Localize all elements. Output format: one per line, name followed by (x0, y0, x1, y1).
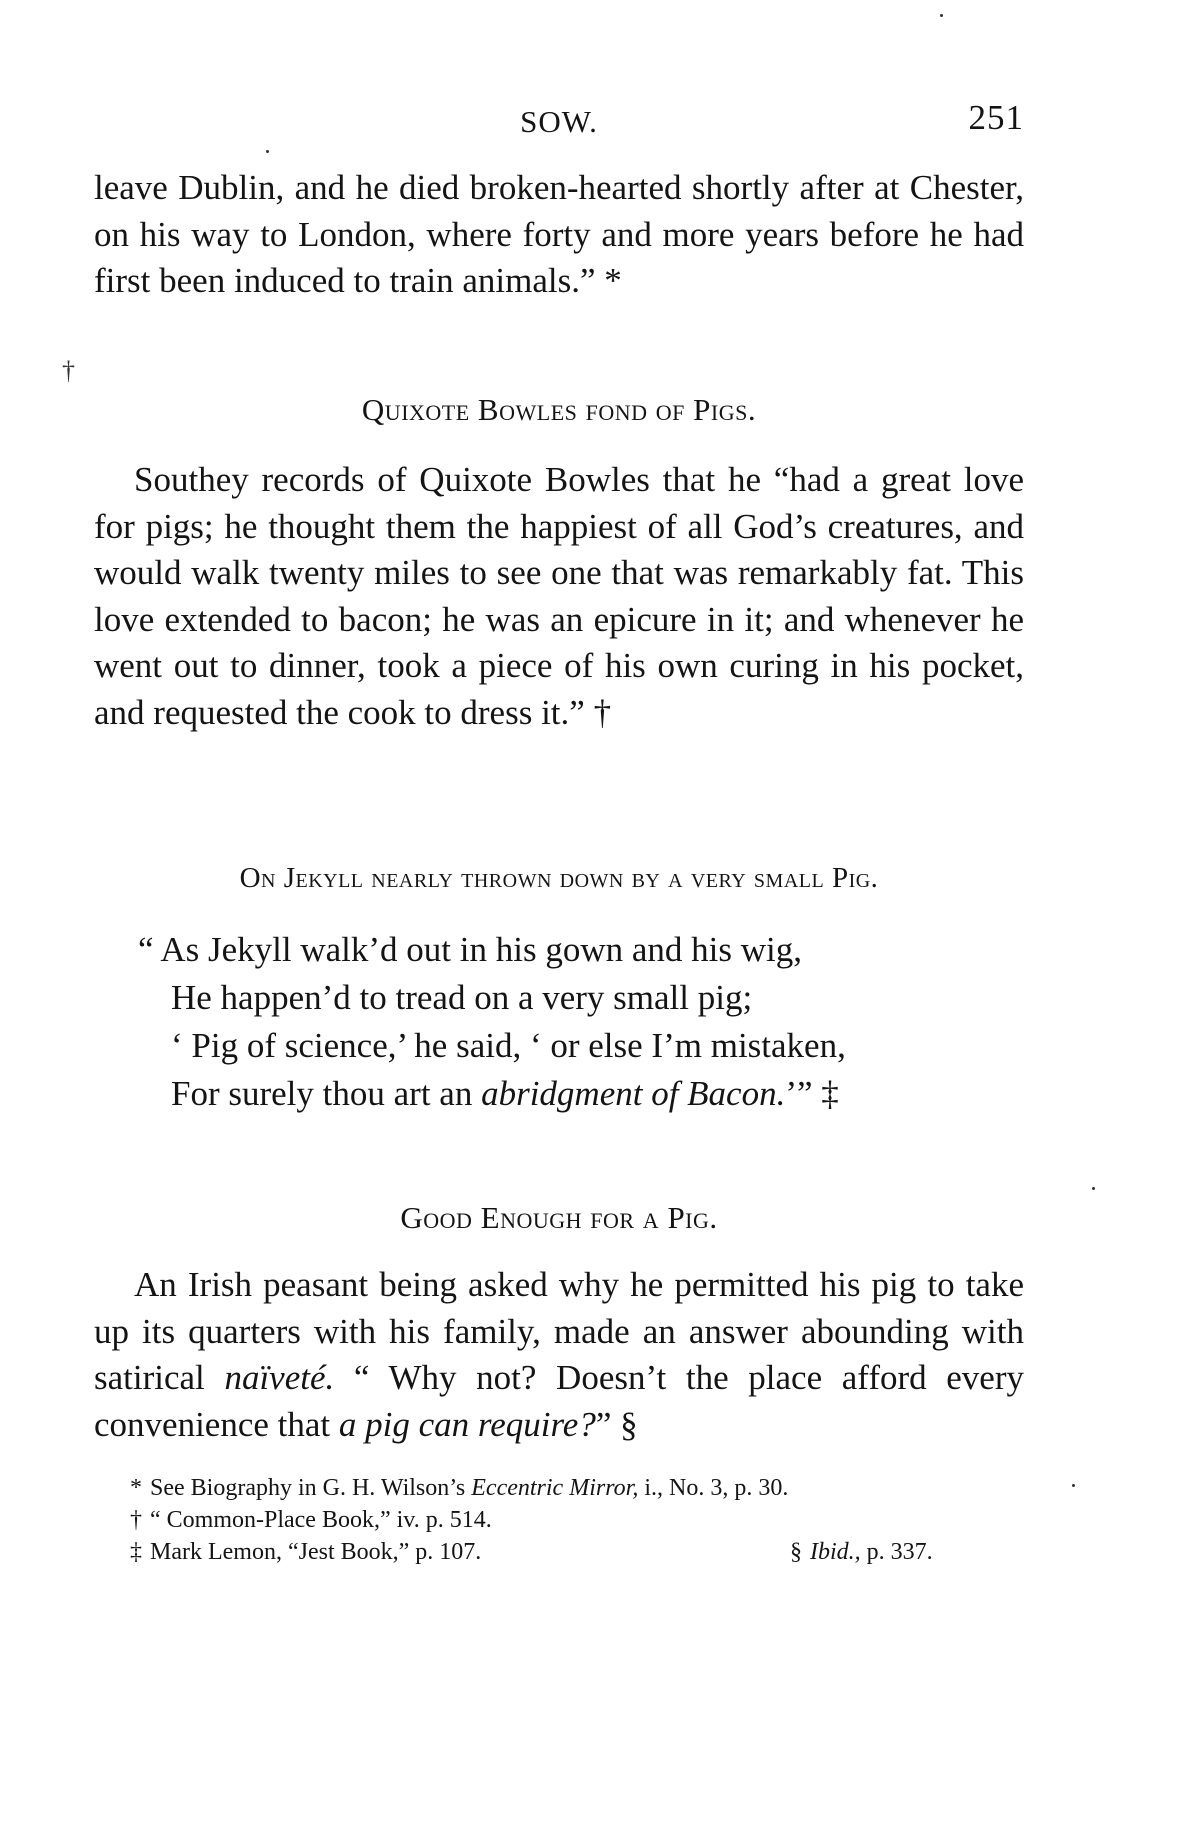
bowles-paragraph (94, 457, 1024, 736)
footnote-1-start: See Biography in G. H. Wilson’s (150, 1475, 472, 1501)
footnote-4-italic: Ibid., (810, 1539, 861, 1565)
good-enough-italic-1: naïveté. (224, 1358, 335, 1397)
good-enough-start: An Irish peasant being asked why he permitted his pig to take up its quarters with his family, made an answer abounding with satirical (94, 1265, 1024, 1397)
heading-jekyll: On Jekyll nearly thrown down by a very small Pig. (239, 862, 879, 894)
footnote-1-mark: * (130, 1475, 142, 1501)
scan-speck (266, 150, 269, 153)
verse-line-4 (138, 1070, 1018, 1118)
heading-good-enough: Good Enough for a Pig. (400, 1200, 718, 1235)
good-enough-end: ” § (595, 1404, 638, 1444)
good-enough-italic-2: a pig can require? (338, 1404, 596, 1444)
scan-speck (1072, 1484, 1075, 1487)
stray-mark: † (62, 356, 75, 385)
good-enough-paragraph (94, 1262, 1024, 1448)
continuation-text: leave Dublin, and he died broken-hearted shortly after at Chester, on his way to London, where forty and more years before he had first been induced to train animals.” * (94, 168, 1024, 300)
good-enough-text (94, 1262, 1024, 1448)
page-number: 251 (968, 98, 1024, 137)
footnote-1-italic: Eccentric Mirror, (471, 1475, 639, 1501)
continuation-paragraph (94, 165, 1024, 305)
verse-line-4-end: ’” ‡ (785, 1074, 839, 1113)
scan-speck (940, 14, 943, 17)
footnote-4-mark: § (790, 1539, 802, 1565)
verse-line-4-italic: abridgment of Bacon. (481, 1074, 786, 1113)
verse-line-2: He happen’d to tread on a very small pig; (171, 978, 753, 1017)
footnote-1 (130, 1472, 1030, 1504)
jekyll-verse (138, 926, 1018, 1118)
footnote-4-end: p. 337. (860, 1539, 933, 1565)
footnote-2 (130, 1504, 1030, 1536)
verse-line-4-start: For surely thou art an (171, 1074, 482, 1113)
footnote-3-text: Mark Lemon, “Jest Book,” p. 107. (150, 1539, 482, 1565)
footnote-3 (130, 1536, 1030, 1568)
footnote-1-end: i., No. 3, p. 30. (638, 1475, 789, 1501)
footnotes (130, 1472, 1030, 1568)
good-enough-mid: “ Why not? Doesn’t the place afford every convenience that (94, 1358, 1024, 1444)
bowles-text: Southey records of Quixote Bowles that he “had a great love for pigs; he thought them the happiest of all God’s creatures, and would walk twenty miles to see one that was remarkably fat. This love extended to bacon; he was an epicure in it; and whenever he went out to dinner, took a piece of his own curing in his pocket, and requested the cook to dress it.” † (94, 460, 1024, 732)
heading-quixote-bowles: Quixote Bowles fond of Pigs. (361, 392, 757, 427)
footnote-2-mark: † (130, 1507, 142, 1533)
verse-line-3: ‘ Pig of science,’ he said, ‘ or else I’m mistaken, (171, 1026, 846, 1065)
verse-line-1: “ As Jekyll walk’d out in his gown and his wig, (138, 930, 802, 969)
running-head-title: SOW. (520, 104, 598, 139)
footnote-3-mark: ‡ (130, 1539, 142, 1565)
footnote-2-text: “ Common-Place Book,” iv. p. 514. (150, 1507, 492, 1533)
footnote-4 (790, 1536, 933, 1568)
scan-speck (1092, 1187, 1095, 1190)
running-head (94, 96, 1024, 148)
